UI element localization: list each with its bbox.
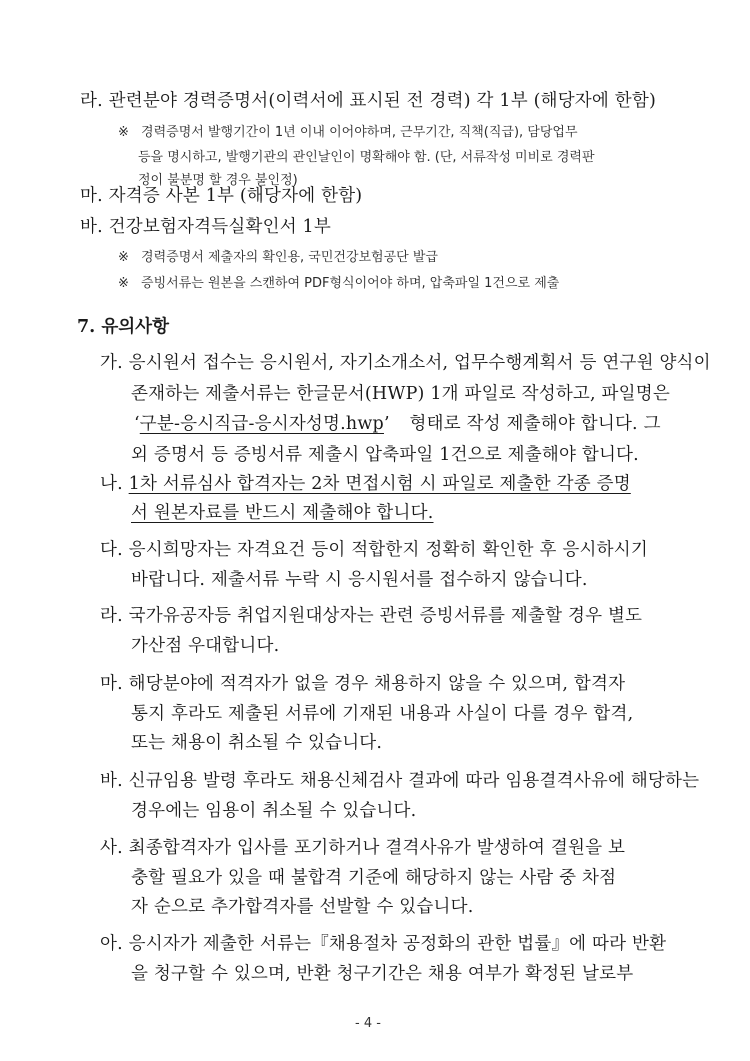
filename-format: 구분-응시직급-응시자성명.hwp: [139, 414, 384, 434]
item-text: 응시희망자는 자격요건 등이 적합한지 정확히 확인한 후 응시하시기: [128, 540, 648, 560]
item-continuation: [134, 410, 661, 435]
note-text: 등을 명시하고, 발행기관의 관인날인이 명확해야 함. (단, 서류작성 미비로 경력판: [138, 150, 595, 165]
item-text: 자격증 사본 1부 (해당자에 한함): [108, 186, 363, 206]
item-marker: 다.: [100, 540, 123, 560]
section-title: 유의사항: [101, 317, 169, 337]
item-continuation: [131, 566, 588, 591]
quote-close: ’: [383, 414, 390, 434]
quote-open: ‘: [134, 414, 140, 434]
item-text: 건강보험자격득실확인서 1부: [108, 217, 331, 237]
item-text: 충할 필요가 있을 때 불합격 기준에 해당하지 않는 사람 중 차점: [131, 868, 617, 888]
note-line: [118, 246, 438, 265]
item-text: 외 증명서 등 증빙서류 제출시 압축파일 1건으로 제출해야 합니다.: [131, 445, 639, 465]
item-sa-line: [100, 834, 625, 859]
item-text: 존재하는 제출서류는 한글문서(HWP) 1개 파일로 작성하고, 파일명은: [131, 384, 670, 404]
item-text: 또는 채용이 취소될 수 있습니다.: [131, 733, 383, 753]
item-marker: 가.: [100, 353, 123, 373]
item-continuation: [131, 632, 279, 657]
item-continuation: [131, 797, 416, 822]
item-marker: 라.: [80, 91, 103, 111]
note-text: 정이 불분명 할 경우 불인정): [138, 173, 298, 188]
reference-mark-icon: ※: [118, 250, 129, 265]
item-ga-line: [100, 349, 711, 374]
item-ra2-line: [100, 602, 642, 627]
note-line: [138, 146, 595, 165]
item-text: 바랍니다. 제출서류 누락 시 응시원서를 접수하지 않습니다.: [131, 570, 588, 590]
item-continuation: [131, 700, 633, 725]
item-continuation: [131, 960, 633, 985]
item-text: 형태로 작성 제출해야 합니다. 그: [409, 414, 661, 434]
item-text: 가산점 우대합니다.: [131, 636, 280, 656]
item-marker: 마.: [100, 674, 123, 694]
item-continuation: [131, 729, 382, 754]
item-a-line: [100, 930, 666, 955]
item-continuation: [131, 499, 434, 524]
note-line: [118, 272, 559, 291]
item-text: 을 청구할 수 있으며, 반환 청구기간은 채용 여부가 확정된 날로부: [131, 964, 634, 984]
note-text: 경력증명서 발행기간이 1년 이내 이어야하며, 근무기간, 직책(직급), 담당업무: [141, 125, 578, 140]
item-continuation: [131, 380, 670, 405]
item-continuation: [131, 893, 473, 918]
item-na-line: [100, 470, 631, 495]
item-text: 응시자가 제출한 서류는『채용절차 공정화의 관한 법률』에 따라 반환: [128, 934, 667, 954]
reference-mark-icon: ※: [118, 276, 129, 291]
item-continuation: [131, 441, 639, 466]
item-text: 통지 후라도 제출된 서류에 기재된 내용과 사실이 다를 경우 합격,: [131, 704, 634, 724]
item-text-underlined: 1차 서류심사 합격자는 2차 면접시험 시 파일로 제출한 각종 증명: [128, 474, 631, 494]
reference-mark-icon: ※: [118, 125, 129, 140]
section-number: 7.: [77, 317, 96, 337]
item-marker: 바.: [100, 771, 123, 791]
item-ba-line: [80, 213, 331, 238]
item-marker: 사.: [100, 838, 123, 858]
item-marker: 라.: [100, 606, 123, 626]
page-number: - 4 -: [355, 1016, 381, 1031]
item-text-underlined: 서 원본자료를 반드시 제출해야 합니다.: [131, 503, 434, 523]
item-marker: 나.: [100, 474, 123, 494]
note-text: 증빙서류는 원본을 스캔하여 PDF형식이어야 하며, 압축파일 1건으로 제출: [141, 276, 560, 291]
note-text: 경력증명서 제출자의 확인용, 국민건강보험공단 발급: [141, 250, 438, 265]
item-text: 응시원서 접수는 응시원서, 자기소개소서, 업무수행계획서 등 연구원 양식이: [128, 353, 711, 373]
item-ma2-line: [100, 670, 625, 695]
item-marker: 바.: [80, 217, 103, 237]
item-text: 관련분야 경력증명서(이력서에 표시된 전 경력) 각 1부 (해당자에 한함): [108, 91, 657, 111]
section-heading: [77, 313, 169, 338]
note-line: [118, 121, 578, 140]
item-ba2-line: [100, 767, 699, 792]
item-text: 국가유공자등 취업지원대상자는 관련 증빙서류를 제출할 경우 별도: [128, 606, 643, 626]
item-da-line: [100, 536, 648, 561]
item-continuation: [131, 864, 616, 889]
item-marker: 마.: [80, 186, 103, 206]
item-marker: 아.: [100, 934, 123, 954]
item-ra-line: [80, 87, 656, 112]
item-ma-line: [80, 182, 362, 207]
item-text: 자 순으로 추가합격자를 선발할 수 있습니다.: [131, 897, 474, 917]
item-text: 최종합격자가 입사를 포기하거나 결격사유가 발생하여 결원을 보: [128, 838, 626, 858]
item-text: 경우에는 임용이 취소될 수 있습니다.: [131, 801, 417, 821]
item-text: 신규임용 발령 후라도 채용신체검사 결과에 따라 임용결격사유에 해당하는: [128, 771, 700, 791]
item-text: 해당분야에 적격자가 없을 경우 채용하지 않을 수 있으며, 합격자: [128, 674, 626, 694]
